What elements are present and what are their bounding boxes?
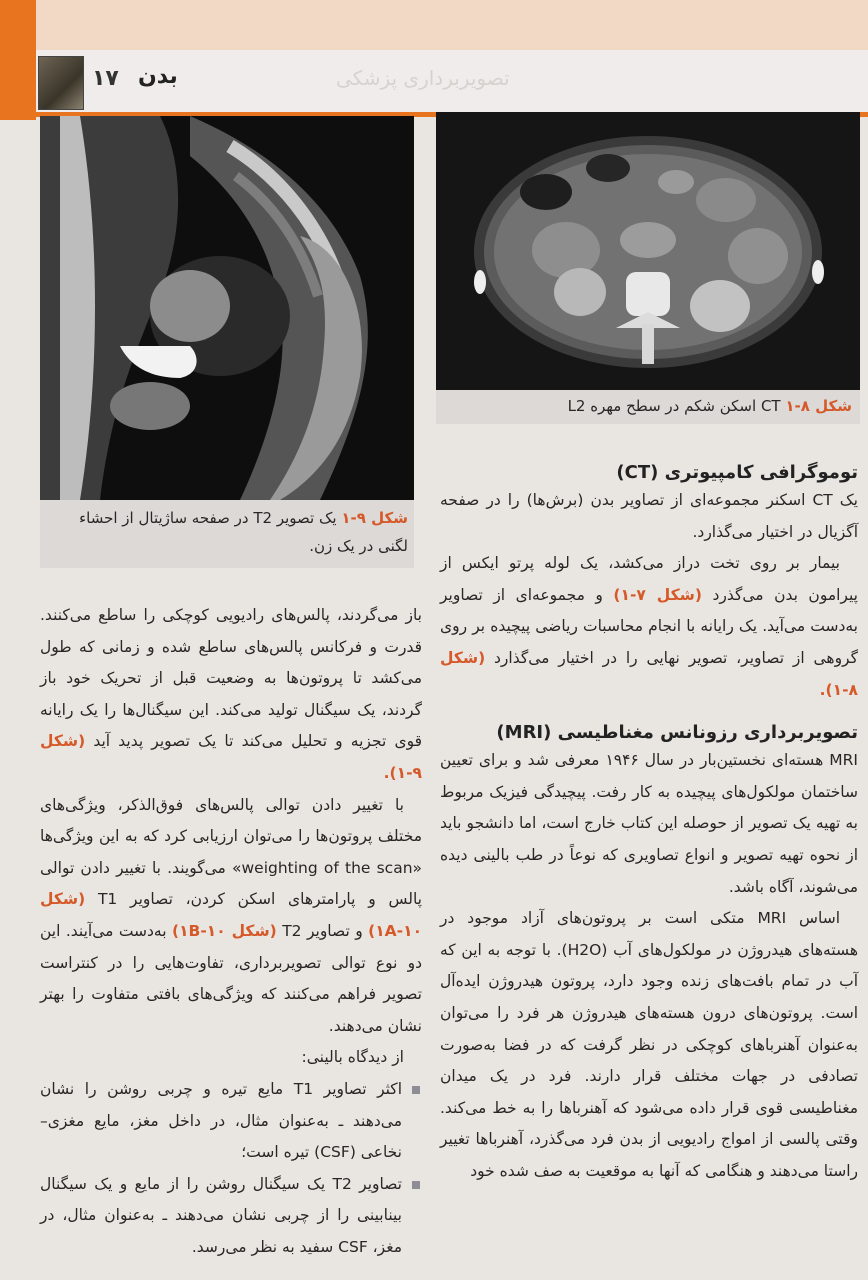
list-item: اکثر تصاویر T1 مایع تیره و چربی روشن را نشان می‌دهند ـ به‌عنوان مثال، در داخل مغز، مایع مغزی–نخاعی (CSF) تیره است؛	[40, 1074, 422, 1169]
header-watermark: تصویربرداری پزشکی	[336, 66, 510, 90]
ct-paragraph-2	[440, 548, 858, 706]
mri-paragraph-2: اساس MRI متکی است بر پروتون‌های آزاد موجود در هسته‌های هیدروژن در مولکول‌های آب (H2O). با توجه به این که آب در تمام بافت‌های زنده وجود دارد، پروتون هیدروژن ایده‌آل است. پروتون‌های درون هسته‌های هیدروژن هر فرد را می‌توان به‌عنوان آهنرباهای کوچکی در نظر گرفت که در فضا به‌صورت تصادفی در جهات مختلف قرار دارند. فرد در یک میدان مغناطیسی قوی قرار داده می‌شود که آهنرباها را به خط می‌کند. وقتی پالسی از امواج رادیویی از بدن فرد می‌گذرد، آهنرباها تغییر راستا می‌دهند و هنگامی که آنها به موقعیت به صف شده خود	[440, 909, 859, 1180]
mri-paragraph-4-text-a: با تغییر دادن توالی پالس‌های فوق‌الذکر، ویژگی‌های مختلف پروتون‌ها را می‌توان ارزیابی کرد که به این ویژگی‌ها «weighting of the scan» می‌گویند. با تغییر دادن توالی پالس و پارامترهای اسکن کردن، تصاویر T1	[40, 795, 422, 909]
mri-paragraph-4-text-c: به‌دست می‌آیند. این دو نوع توالی تصویربرداری، تفاوت‌هایی را در کنتراست تصویر فراهم می‌کنند که ویژگی‌های بافتی متفاوت را بهتر نشان می‌دهند.	[40, 921, 422, 1035]
mri-section-heading: تصویربرداری رزونانس مغناطیسی (MRI)	[496, 722, 858, 744]
figure-mri-caption	[46, 504, 408, 560]
mri-sagittal-image	[40, 116, 414, 500]
chapter-thumbnail-image	[38, 56, 84, 110]
ct-paragraph-2-text-a: بیمار بر روی تخت دراز می‌کشد، یک لوله پرتو ایکس از پیرامون بدن می‌گذرد	[440, 554, 858, 604]
figure-reference: (شکل ۱۰-۱A)	[40, 890, 423, 940]
mri-paragraph-3-text: باز می‌گردند، پالس‌های رادیویی کوچکی را ساطع می‌کنند. قدرت و فرکانس پالس‌های ساطع شده و زمانی که طول می‌کشد تا پروتون‌ها به وضعیت قبل از تحریک خود باز گردند، یک سیگنال تولید می‌کند. این سیگنال‌ها را یک رایانه قوی تجزیه و تحلیل می‌کند تا یک تصویر پدید آید	[40, 606, 422, 751]
ct-scan-image	[436, 112, 860, 390]
figure-mri-scan	[40, 116, 414, 568]
figure-ct-caption	[442, 392, 852, 420]
ct-section-heading: توموگرافی کامپیوتری (CT)	[616, 462, 858, 483]
figure-mri-caption-text: یک تصویر T2 در صفحه ساژیتال از احشاء لگنی در یک زن.	[79, 509, 408, 555]
section-name: بدن	[138, 64, 178, 89]
ct-paragraph-1: یک CT اسکنر مجموعه‌ای از تصاویر بدن (برش‌ها) را در صفحه آگزیال در اختیار می‌گذارد.	[440, 491, 858, 541]
list-item: تصاویر T2 یک سیگنال روشن را از مایع و یک سیگنال بینابینی را از چربی نشان می‌دهند ـ به‌عنوان مثال، در مغز، CSF سفید به نظر می‌رسد.	[40, 1169, 422, 1264]
mri-paragraph-4	[40, 790, 422, 1043]
top-page-band	[0, 0, 868, 50]
right-text-column	[440, 458, 858, 1187]
ct-paragraph-2-text-b: و مجموعه‌ای از تصاویر به‌دست می‌آید. یک رایانه با انجام محاسبات ریاضی پیچیده بر روی گروهی از تصاویر، تصویر نهایی را در اختیار می‌گذارد	[440, 585, 858, 667]
figure-ct-scan	[436, 112, 860, 424]
figure-mri-label: شکل ۹-۱	[341, 509, 408, 527]
figure-reference: (شکل ۹-۱).	[40, 732, 422, 782]
mri-paragraph-4-text-b: و تصاویر T2	[282, 921, 363, 940]
chapter-color-tab	[0, 0, 36, 120]
figure-ct-caption-text: CT اسکن شکم در سطح مهره L2	[567, 397, 781, 415]
clinical-bullet-list	[40, 1074, 422, 1264]
figure-reference: (شکل ۸-۱).	[440, 648, 858, 699]
page-number: ۱۷	[92, 66, 119, 91]
figure-reference: (شکل ۱۰-۱B)	[171, 921, 277, 940]
clinical-intro: از دیدگاه بالینی:	[301, 1048, 404, 1067]
figure-ct-label: شکل ۸-۱	[785, 397, 852, 415]
left-text-column	[40, 600, 422, 1263]
mri-paragraph-1: MRI هسته‌ای نخستین‌بار در سال ۱۹۴۶ معرفی شد و برای تعیین ساختمان مولکول‌های پیچیده به کار رفت. پیچیدگی فیزیک مربوط به تهیه یک تصویر از حوصله این کتاب خارج است، اما دانشجو باید از نحوه تهیه تصویر و انواع تصاویری که نوعاً در طب بالینی دیده می‌شوند، آگاه باشد.	[440, 751, 858, 896]
figure-reference: (شکل ۷-۱)	[613, 585, 702, 604]
mri-paragraph-3	[40, 600, 422, 790]
running-header	[36, 50, 868, 117]
